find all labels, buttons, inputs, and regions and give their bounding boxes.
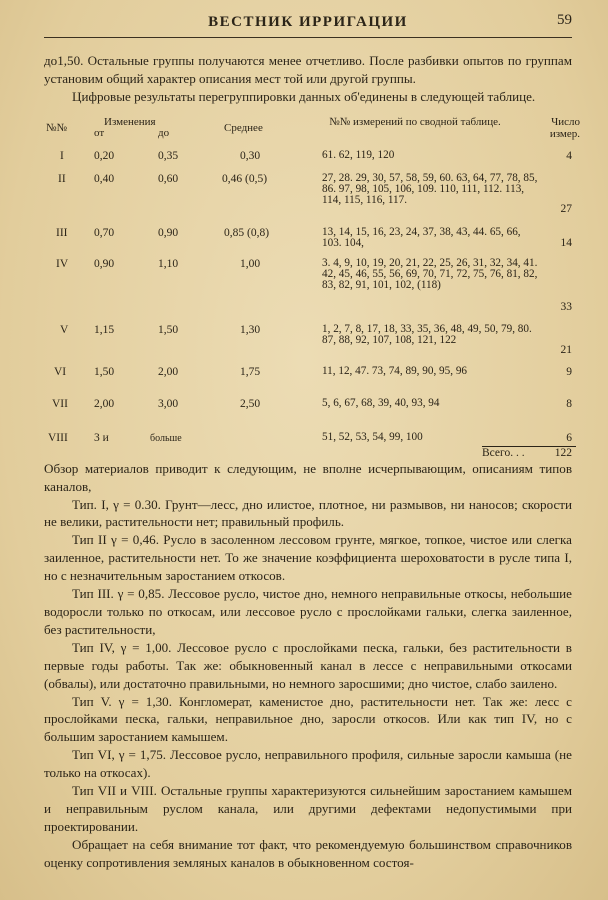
- row-2-num: II: [58, 172, 66, 185]
- journal-title: ВЕСТНИК ИРРИГАЦИИ: [208, 14, 408, 30]
- paragraph-overview: Обзор материалов приводит к следующим, не вполне исчерпывающим, описаниям типов каналов,: [44, 460, 572, 494]
- row-3-count: 14: [560, 236, 572, 249]
- row-8-count: 6: [566, 431, 572, 444]
- row-8-num: VIII: [48, 431, 68, 444]
- row-4-from: 0,90: [94, 257, 115, 270]
- row-7-to: 3,00: [158, 397, 179, 410]
- groups-table: [44, 112, 580, 459]
- row-7-from: 2,00: [94, 397, 115, 410]
- paragraph-type-2: Тип II γ = 0,46. Русло в засоленном лессовом грунте, мягкое, топкое, чистое или слегка заиленное, растительности нет. То же значение коэффициента шероховатости в русле типа I, но с незначительным заростанием откосов.: [44, 532, 572, 584]
- header-from: от: [94, 126, 105, 139]
- row-6-from: 1,50: [94, 365, 115, 378]
- row-2-to: 0,60: [158, 172, 179, 185]
- page-number: 59: [557, 12, 572, 28]
- row-6-count: 9: [566, 365, 572, 378]
- row-2-ids: 27, 28. 29, 30, 57, 58, 59, 60. 63, 64, 77, 78, 85, 86. 97, 98, 105, 106, 109. 110, 111, 112. 113, 114, 115, 116, 117.: [322, 171, 538, 206]
- row-1-from: 0,20: [94, 149, 115, 162]
- row-7-ids: 5, 6, 67, 68, 39, 40, 93, 94: [322, 396, 440, 409]
- row-4-average: 1,00: [240, 257, 261, 270]
- row-1-count: 4: [566, 149, 572, 162]
- body-text: [44, 460, 572, 872]
- paragraph-type-1: Тип. I, γ = 0.30. Грунт—лесс, дно илистое, плотное, ни размывов, ни наносов; скорости не велики, растительности нет; правильный профиль.: [44, 496, 572, 530]
- row-6-to: 2,00: [158, 365, 179, 378]
- paragraph-type-6: Тип VI, γ = 1,75. Лессовое русло, неправильного профиля, сильные заросли камыша (не только на откосах).: [44, 747, 572, 781]
- paragraph-type-5: Тип V. γ = 1,30. Конгломерат, каменистое дно, растительности нет. Так же: лесс с прослойками песка, гальки, неправильное дно, заросли откосов. Или как тип IV, но с большим заростанием камышем.: [44, 693, 572, 745]
- row-3-from: 0,70: [94, 226, 115, 239]
- row-2-from: 0,40: [94, 172, 115, 185]
- header-average: Среднее: [224, 121, 263, 134]
- paragraph-type-4: Тип IV, γ = 1,00. Лессовое русло с прослойками песка, гальки, без растительности в первые годы работы. Так же: обыкновенный канал в лессе с неправильными откосами (обвалы), или достаточно правильными, но немного заросшими; дно чистое, слабо заилено.: [44, 639, 572, 691]
- row-1-ids: 61. 62, 119, 120: [322, 148, 395, 161]
- row-4-to: 1,10: [158, 257, 179, 270]
- row-2-count: 27: [560, 202, 572, 215]
- header-changes: Изменения: [104, 115, 156, 128]
- row-3-to: 0,90: [158, 226, 179, 239]
- row-6-ids: 11, 12, 47. 73, 74, 89, 90, 95, 96: [322, 364, 468, 377]
- paragraph-type-3: Тип III. γ = 0,85. Лессовое русло, чистое дно, немного неправильные откосы, небольшие водоросли только по откосам, или лессовое русло с прослойками гальки, слегка заиленное, без растительности,: [44, 586, 572, 637]
- row-1-num: I: [60, 149, 64, 162]
- paragraph-type-7-8: Тип VII и VIII. Остальные группы характеризуются сильнейшим заростанием камышем и неправильным руслом канала, или другими дефектами недопустимыми при проектировании.: [44, 783, 572, 834]
- row-8-to: больше: [150, 432, 182, 444]
- row-1-average: 0,30: [240, 149, 261, 162]
- row-3-num: III: [56, 226, 68, 239]
- row-2-average: 0,46 (0,5): [222, 172, 268, 185]
- row-8-from: 3 и: [94, 431, 109, 444]
- header-ids: №№ измерений по сводной таблице.: [329, 115, 501, 128]
- row-5-average: 1,30: [240, 323, 261, 336]
- header-num: №№: [46, 121, 67, 134]
- row-3-ids: 13, 14, 15, 16, 23, 24, 37, 38, 43, 44. 65, 66, 103. 104,: [322, 225, 521, 249]
- row-7-count: 8: [566, 397, 572, 410]
- row-4-ids: 3. 4, 9, 10, 19, 20, 21, 22, 25, 26, 31, 32, 34, 41. 42, 45, 46, 55, 56, 69, 70, 71, 72, 75, 76, 81, 82, 83, 82, 91, 101, 102, (118): [322, 256, 538, 291]
- header-to: до: [158, 126, 170, 139]
- row-7-num: VII: [52, 397, 68, 410]
- row-6-average: 1,75: [240, 365, 261, 378]
- paragraph-conclusion: Обращает на себя внимание тот факт, что рекомендуемую большинством справочников оценку сопротивления земляных каналов в обыкновенном состоя-: [44, 836, 572, 870]
- row-8-ids: 51, 52, 53, 54, 99, 100: [322, 430, 423, 443]
- row-5-ids: 1, 2, 7, 8, 17, 18, 33, 35, 36, 48, 49, 50, 79, 80. 87, 88, 92, 107, 108, 121, 122: [322, 322, 532, 346]
- row-7-average: 2,50: [240, 397, 261, 410]
- row-6-num: VI: [54, 365, 67, 378]
- total-label: Всего. . .: [482, 446, 525, 459]
- row-3-average: 0,85 (0,8): [224, 226, 270, 239]
- running-header: [44, 0, 572, 38]
- header-count: Число измер.: [549, 115, 580, 140]
- row-1-to: 0,35: [158, 149, 179, 162]
- row-4-num: IV: [56, 257, 69, 270]
- total-value: 122: [554, 446, 572, 459]
- row-5-from: 1,15: [94, 323, 115, 336]
- row-5-to: 1,50: [158, 323, 179, 336]
- row-4-count: 33: [560, 300, 572, 313]
- intro-paragraph-1: до1,50. Остальные группы получаются менее отчетливо. После разбивки опытов по группам установим общий характер описания мест той или другой группы.: [44, 53, 572, 86]
- intro-paragraph-2: Цифровые результаты перегруппировки данных об'единены в следующей таблице.: [72, 88, 536, 104]
- row-5-count: 21: [560, 343, 572, 356]
- row-5-num: V: [60, 323, 69, 336]
